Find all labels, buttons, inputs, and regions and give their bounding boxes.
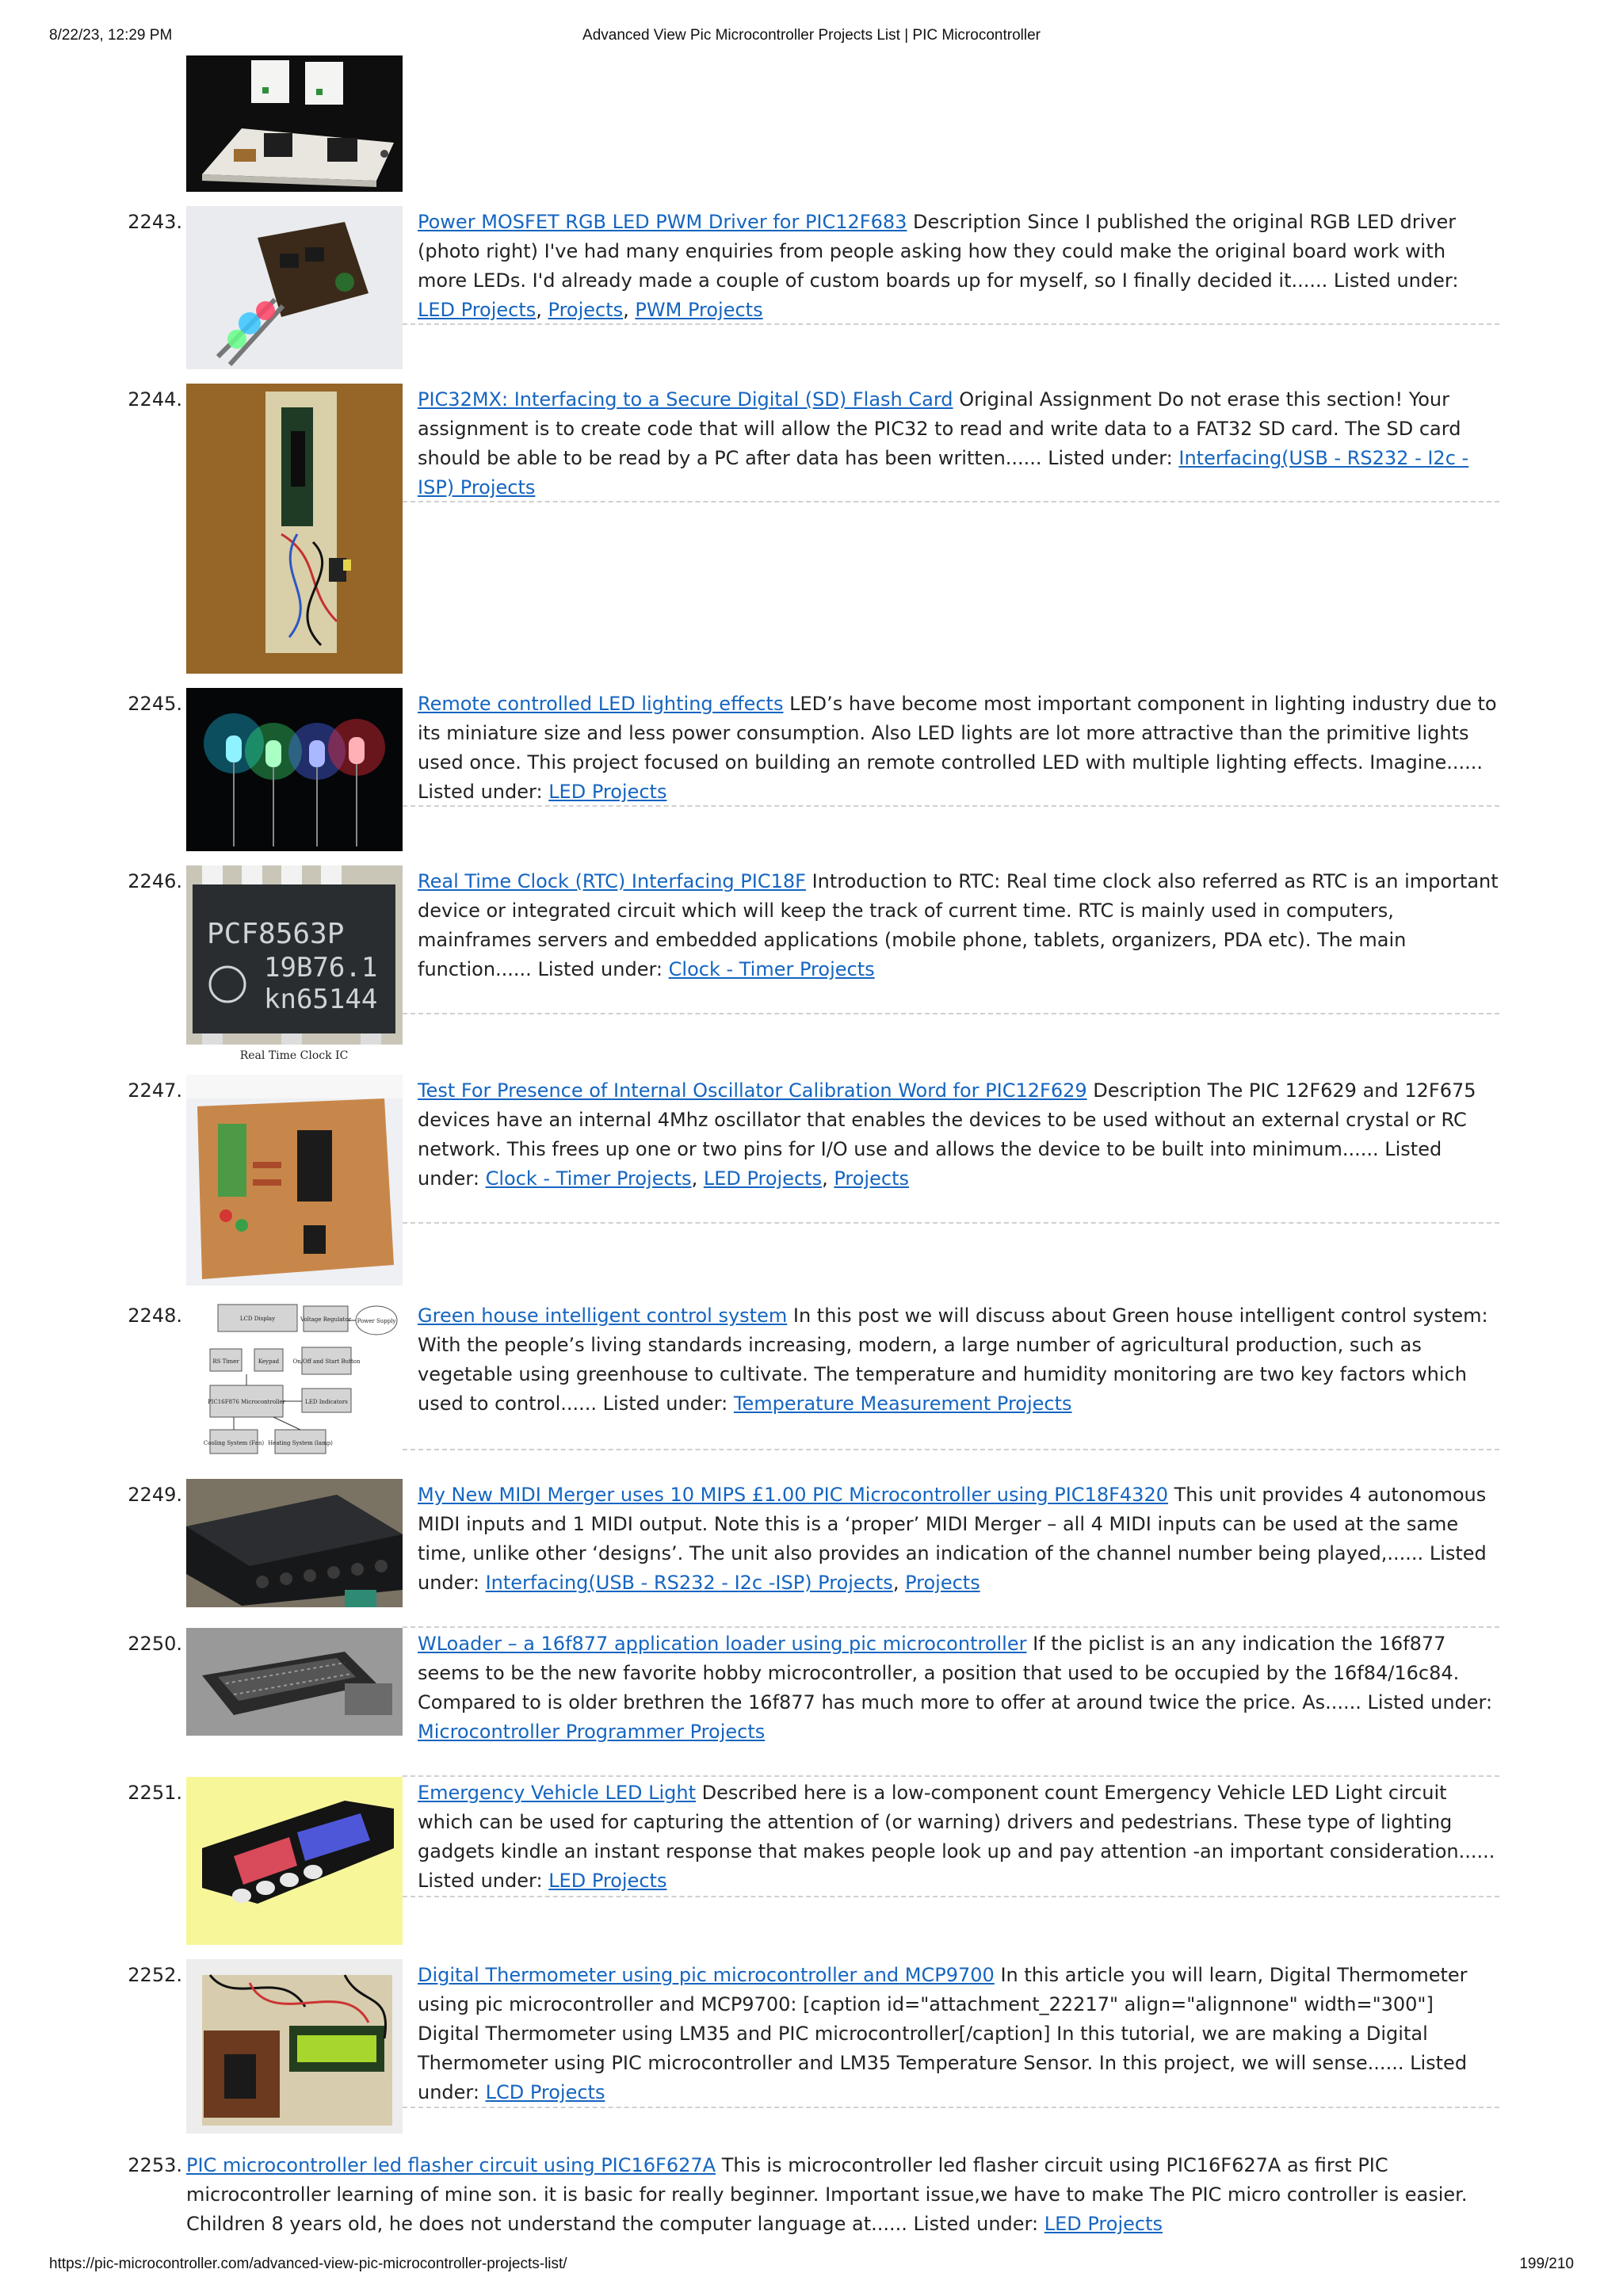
project-description: Description The PIC 12F629 and 12F675 devices have an internal 4Mhz oscillator that enables the devices to be used without an external crystal or RC network. This frees up one or two pins for I/O use and allows the device to be built into minimum......: [418, 1079, 1476, 1160]
project-description: Introduction to RTC: Real time clock also referred as RTC is an important device or integrated circuit which will keep the track of current time. RTC is mainly used in computers, mainframes servers and embedded applications (mobile phone, tablets, organizers, PDA etc). The main function......: [418, 870, 1499, 980]
listed-under-label: Listed under:: [418, 2052, 1468, 2103]
diagram-label: Heating System (lamp): [268, 1440, 333, 1446]
project-title-link[interactable]: Emergency Vehicle LED Light: [418, 1782, 696, 1804]
entry-number: 2249.: [128, 1484, 182, 1506]
listed-under-label: Listed under:: [418, 1542, 1487, 1594]
project-entry: [418, 1961, 1499, 2107]
entry-divider: [403, 805, 1499, 807]
category-link[interactable]: PWM Projects: [635, 299, 763, 321]
project-thumbnail: [186, 206, 403, 369]
entry-number: 2252.: [128, 1964, 182, 1986]
category-link[interactable]: Projects: [548, 299, 624, 321]
diagram-label: LED Indicators: [305, 1399, 348, 1405]
entry-divider: [403, 501, 1499, 502]
project-description: In this post we will discuss about Green house intelligent control system: With the people’s living standards increasing, modern, a large number of agricultural production, such as vegetable using greenhouse to cultivate. The temperature and humidity monitoring are two key factors which used to control......: [418, 1305, 1488, 1415]
image-caption: Real Time Clock IC: [239, 1049, 349, 1062]
project-title-link[interactable]: Digital Thermometer using pic microcontroller and MCP9700: [418, 1964, 995, 1986]
project-thumbnail: [186, 1300, 403, 1458]
listed-under-label: Listed under:: [602, 1392, 728, 1415]
project-title-link[interactable]: PIC microcontroller led flasher circuit using PIC16F627A: [186, 2154, 716, 2176]
project-entry: Power MOSFET RGB LED PWM Driver for PIC12F683 Description Since I published the original RGB LED driver (photo right) I've had many enquiries from people asking how they could make the original board work with more LEDs. I'd already made a couple of custom boards up for myself, so I finally decided it...... Listed under: LED Projects, Projects, PWM Projects: [418, 211, 1459, 321]
project-description: LED’s have become most important component in lighting industry due to its miniature size and less power consumption. Also LED lights are lot more attractive than the primitive lights used once. This project focused on building an remote controlled LED with multiple lighting effects. Imagine......: [418, 693, 1497, 774]
entry-number: 2250.: [128, 1633, 182, 1655]
entry-number: 2243.: [128, 211, 182, 233]
entry-divider: [403, 1626, 1499, 1628]
project-thumbnail: [186, 1777, 403, 1945]
project-description: If the piclist is an any indication the 16f877 seems to be the new favorite hobby microcontroller, a position that used to be occupied by the 16f84/16c84. Compared to is older brethren the 16f877 has much more to offer at around twice the price. As......: [418, 1633, 1460, 1713]
diagram-label: Cooling System (Fan): [203, 1440, 265, 1446]
project-entry: [418, 385, 1499, 502]
project-description: Description Since I published the original RGB LED driver (photo right) I've had many enquiries from people asking how they could make the original board work with more LEDs. I'd already made a couple of custom boards up for myself, so I finally decided it......: [418, 211, 1457, 292]
project-thumbnail: [186, 384, 403, 674]
listed-under-label: Listed under:: [1048, 447, 1173, 469]
entry-number: 2248.: [128, 1305, 182, 1327]
entry-number: 2251.: [128, 1782, 182, 1804]
chip-marking: PCF8563P: [207, 918, 345, 950]
listed-under-label: Listed under:: [1367, 1691, 1493, 1713]
project-description: Original Assignment Do not erase this section! Your assignment is to create code that will allow the PIC32 to read and write data to a FAT32 SD card. The SD card should be able to be read by a PC after data has been written......: [418, 388, 1461, 469]
project-entry: My New MIDI Merger uses 10 MIPS £1.00 PIC Microcontroller using PIC18F4320 This unit provides 4 autonomous MIDI inputs and 1 MIDI output. Note this is a ‘proper’ MIDI Merger – all 4 MIDI inputs can be used at the same time, unlike other ‘designs’. The unit also provides an indication of the channel number being played,...... Listed under: Interfacing(USB - RS232 - I2c -ISP) Projects, Projects: [418, 1484, 1487, 1594]
project-entry: Test For Presence of Internal Oscillator Calibration Word for PIC12F629 Description The PIC 12F629 and 12F675 devices have an internal 4Mhz oscillator that enables the devices to be used without an external crystal or RC network. This frees up one or two pins for I/O use and allows the device to be built into minimum...... Listed under: Clock - Timer Projects, LED Projects, Projects: [418, 1079, 1476, 1190]
project-title-link[interactable]: Green house intelligent control system: [418, 1305, 788, 1327]
diagram-label: On/Off and Start Button: [292, 1358, 361, 1365]
listed-under-label: Listed under:: [418, 1870, 543, 1892]
print-datetime: 8/22/23, 12:29 PM: [49, 27, 173, 44]
project-title-link[interactable]: WLoader – a 16f877 application loader using pic microcontroller: [418, 1633, 1027, 1655]
project-thumbnail: [186, 688, 403, 851]
diagram-label: RS Timer: [212, 1358, 239, 1365]
entry-number: 2253.: [128, 2154, 182, 2176]
project-entry: [418, 867, 1499, 984]
diagram-label: PIC16F876 Microcontroller: [207, 1399, 286, 1405]
entry-divider: [403, 1013, 1499, 1014]
print-page-title: Advanced View Pic Microcontroller Projects List | PIC Microcontroller: [582, 27, 1041, 44]
print-url: https://pic-microcontroller.com/advanced-view-pic-microcontroller-projects-list/: [49, 2256, 567, 2272]
project-title-link[interactable]: Power MOSFET RGB LED PWM Driver for PIC12F683: [418, 211, 907, 233]
entry-divider: [403, 1222, 1499, 1224]
project-entry: [418, 1301, 1499, 1419]
category-link[interactable]: Microcontroller Programmer Projects: [418, 1721, 766, 1743]
diagram-label: Voltage Regulator: [300, 1316, 351, 1323]
diagram-label: Power Supply: [357, 1318, 396, 1324]
category-link[interactable]: Interfacing(USB - RS232 - I2c -ISP) Projects: [485, 1572, 893, 1594]
project-entry: [418, 690, 1499, 807]
entry-number: 2246.: [128, 870, 182, 892]
project-title-link[interactable]: PIC32MX: Interfacing to a Secure Digital (SD) Flash Card: [418, 388, 953, 411]
print-page-number: 199/210: [1519, 2256, 1574, 2272]
project-title-link[interactable]: Remote controlled LED lighting effects: [418, 693, 784, 715]
diagram-label: LCD Display: [239, 1316, 276, 1322]
category-link[interactable]: LED Projects: [703, 1167, 823, 1190]
project-thumbnail: [186, 865, 403, 1062]
project-description: This unit provides 4 autonomous MIDI inputs and 1 MIDI output. Note this is a ‘proper’ MIDI Merger – all 4 MIDI inputs can be used at the same time, unlike other ‘designs’. The unit also provides an indication of the channel number being played,......: [418, 1484, 1487, 1564]
project-thumbnail: [186, 1075, 403, 1286]
category-link[interactable]: LED Projects: [1044, 2213, 1163, 2235]
category-link[interactable]: LED Projects: [548, 1870, 667, 1892]
entry-divider: [403, 323, 1499, 325]
entry-divider: [403, 1775, 1499, 1777]
entry-divider: [403, 1449, 1499, 1450]
project-description: This is microcontroller led flasher circuit using PIC16F627A as first PIC microcontroller learning of mine son. it is basic for really beginner. Important issue,we have to make The PIC micro controller is easier. Children 8 years old, he does not understand the computer language at......: [186, 2154, 1468, 2235]
project-description: Described here is a low-component count Emergency Vehicle LED Light circuit which can be used for capturing the attention of (or warning) drivers and pedestrians. These type of lighting gadgets kindle an instant response that makes people look up and pay attention -an important consideration......: [418, 1782, 1495, 1862]
category-link[interactable]: LED Projects: [418, 299, 537, 321]
entry-number: 2245.: [128, 693, 182, 715]
chip-marking: kn65144: [264, 984, 378, 1015]
category-link[interactable]: LED Projects: [548, 781, 667, 803]
diagram-label: Keypad: [258, 1358, 280, 1365]
entry-divider: [403, 2107, 1499, 2108]
project-thumbnail: [186, 1628, 403, 1736]
category-link[interactable]: Clock - Timer Projects: [485, 1167, 692, 1190]
project-description: In this article you will learn, Digital Thermometer using pic microcontroller and MCP9700: [caption id="attachment_22217" align="alignnone" width="300"] Digital Thermometer using LM35 and PIC microcontroller[/caption] In this tutorial, we are making a Digital Thermometer using PIC microcontroller and LM35 Temperature Sensor. In this project, we will sense......: [418, 1964, 1468, 2074]
category-link[interactable]: Clock - Timer Projects: [668, 958, 875, 980]
project-thumbnail: [186, 1479, 403, 1607]
entry-divider: [403, 1896, 1499, 1897]
category-link[interactable]: Temperature Measurement Projects: [733, 1392, 1072, 1415]
entry-number: 2244.: [128, 388, 182, 411]
category-link[interactable]: Interfacing(USB - RS232 - I2c -ISP) Projects: [418, 447, 1469, 499]
chip-marking: 19B76.1: [264, 952, 378, 984]
category-link[interactable]: LCD Projects: [485, 2081, 605, 2103]
project-title-link[interactable]: Test For Presence of Internal Oscillator Calibration Word for PIC12F629: [418, 1079, 1087, 1102]
project-thumbnail: [186, 1959, 403, 2134]
project-title-link[interactable]: Real Time Clock (RTC) Interfacing PIC18F: [418, 870, 806, 892]
project-entry: [418, 1629, 1499, 1747]
listed-under-label: Listed under:: [913, 2213, 1039, 2235]
listed-under-label: Listed under:: [418, 781, 543, 803]
project-thumbnail: [186, 55, 403, 192]
listed-under-label: Listed under:: [418, 1138, 1442, 1190]
listed-under-label: Listed under:: [537, 958, 663, 980]
project-entry: [186, 2151, 1499, 2239]
entry-number: 2247.: [128, 1079, 182, 1102]
listed-under-label: Listed under:: [1333, 269, 1459, 292]
project-title-link[interactable]: My New MIDI Merger uses 10 MIPS £1.00 PIC Microcontroller using PIC18F4320: [418, 1484, 1168, 1506]
category-link[interactable]: Projects: [905, 1572, 980, 1594]
project-entry: [418, 1778, 1499, 1896]
category-link[interactable]: Projects: [834, 1167, 909, 1190]
